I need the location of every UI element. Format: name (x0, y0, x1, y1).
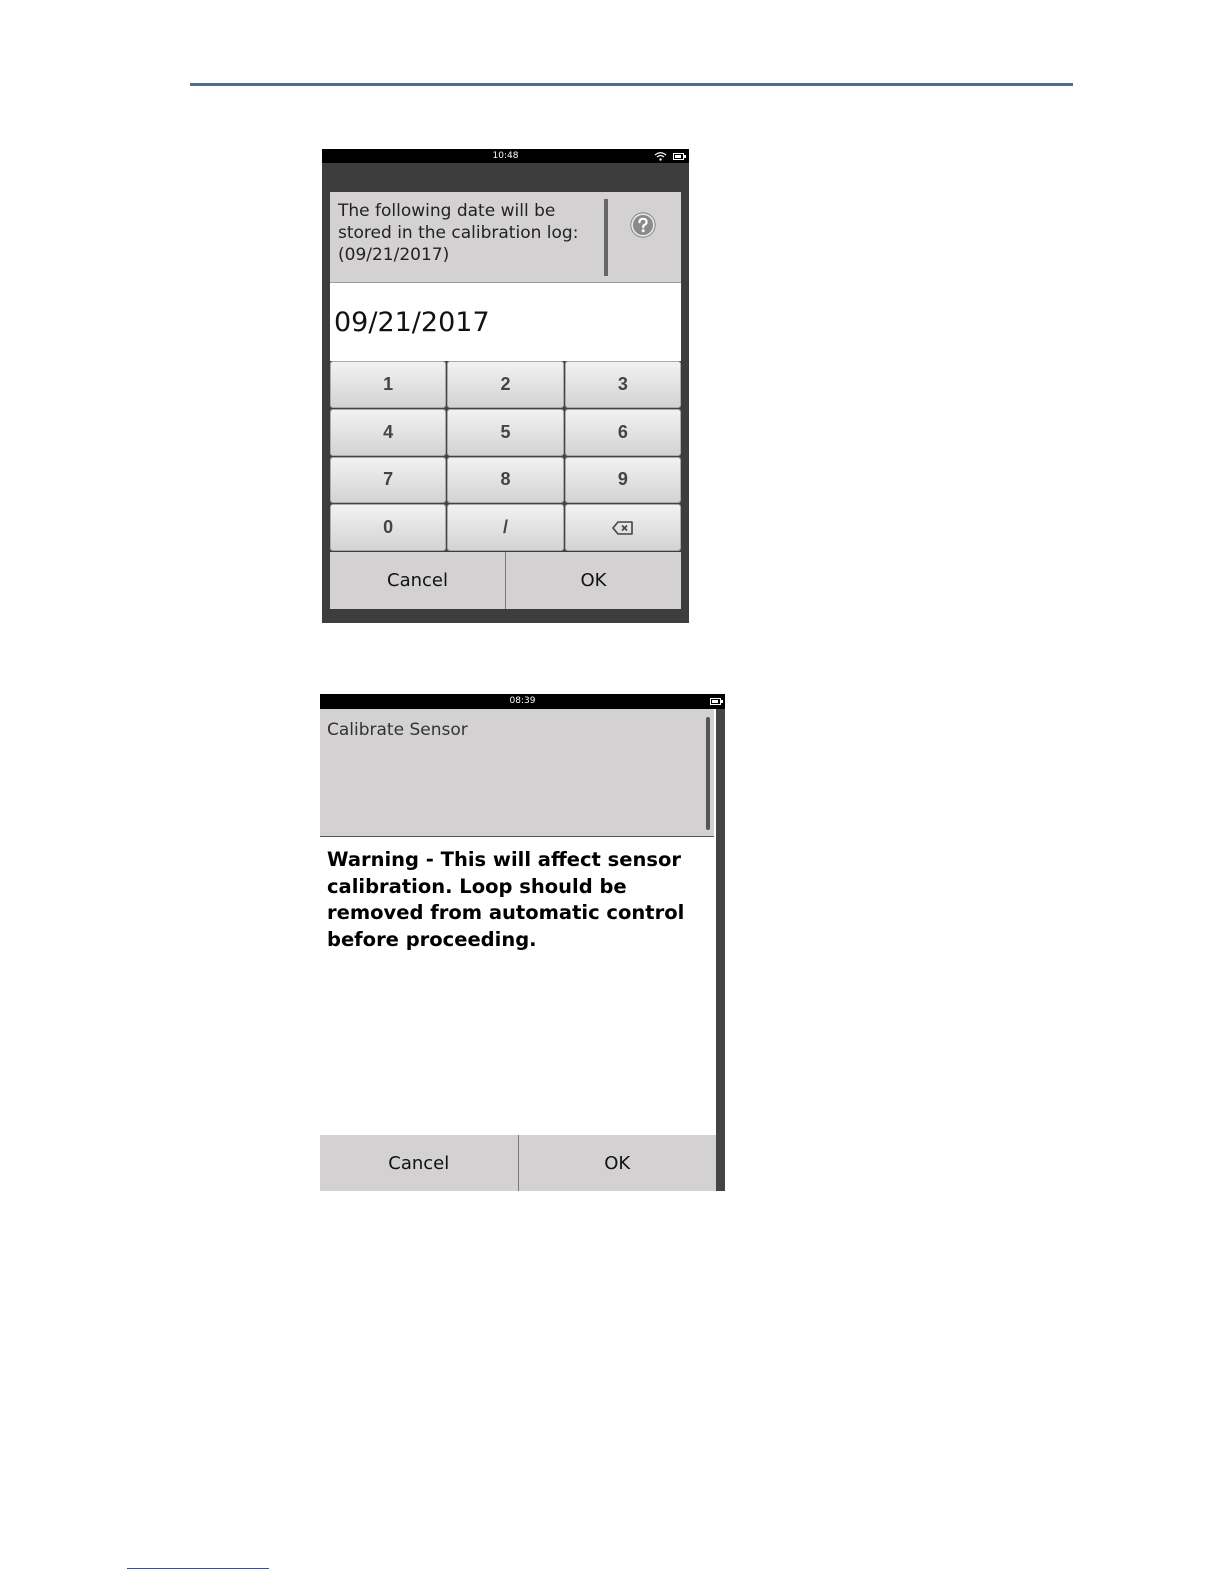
key-7[interactable]: 7 (330, 457, 446, 504)
prompt-line: The following date will be (338, 201, 556, 221)
date-input-field[interactable] (330, 283, 681, 361)
key-9[interactable]: 9 (565, 457, 681, 504)
date-input-value: 09/21/2017 (334, 307, 490, 338)
key-slash[interactable]: / (447, 504, 563, 551)
prompt-text (338, 200, 593, 266)
status-bar (322, 149, 689, 163)
scrollbar-thumb[interactable] (706, 717, 710, 830)
scroll-track (716, 709, 725, 1191)
cancel-button[interactable]: Cancel (330, 552, 505, 609)
message-area (320, 837, 714, 1128)
key-5[interactable]: 5 (447, 409, 563, 456)
backspace-icon (612, 521, 634, 535)
numeric-keypad (330, 361, 681, 551)
ok-button[interactable]: OK (505, 552, 681, 609)
prompt-line: (09/21/2017) (338, 245, 450, 265)
backspace-key[interactable] (565, 504, 681, 551)
prompt-divider (604, 199, 608, 276)
help-icon[interactable] (630, 212, 656, 238)
key-6[interactable]: 6 (565, 409, 681, 456)
status-time: 08:39 (509, 696, 536, 706)
key-0[interactable]: 0 (330, 504, 446, 551)
prompt-panel (330, 192, 681, 283)
ok-button[interactable]: OK (518, 1135, 717, 1191)
key-3[interactable]: 3 (565, 361, 681, 408)
battery-icon (673, 153, 684, 160)
calibrate-sensor-screen (320, 694, 725, 1191)
key-2[interactable]: 2 (447, 361, 563, 408)
key-8[interactable]: 8 (447, 457, 563, 504)
action-bar (320, 1135, 716, 1191)
wifi-icon (654, 152, 667, 161)
date-entry-screen (322, 149, 689, 623)
key-4[interactable]: 4 (330, 409, 446, 456)
key-1[interactable]: 1 (330, 361, 446, 408)
battery-icon (710, 698, 721, 705)
footer-link-underline (127, 1568, 269, 1569)
prompt-line: stored in the calibration log: (338, 223, 579, 243)
status-bar (320, 694, 725, 709)
action-bar (330, 552, 681, 609)
page-header-rule (190, 83, 1073, 86)
warning-message: Warning - This will affect sensor calibration. Loop should be removed from automatic control before proceeding. (327, 848, 685, 951)
page-title: Calibrate Sensor (327, 720, 468, 740)
cancel-button[interactable]: Cancel (320, 1135, 518, 1191)
title-panel (320, 709, 714, 837)
status-time: 10:48 (492, 151, 519, 161)
